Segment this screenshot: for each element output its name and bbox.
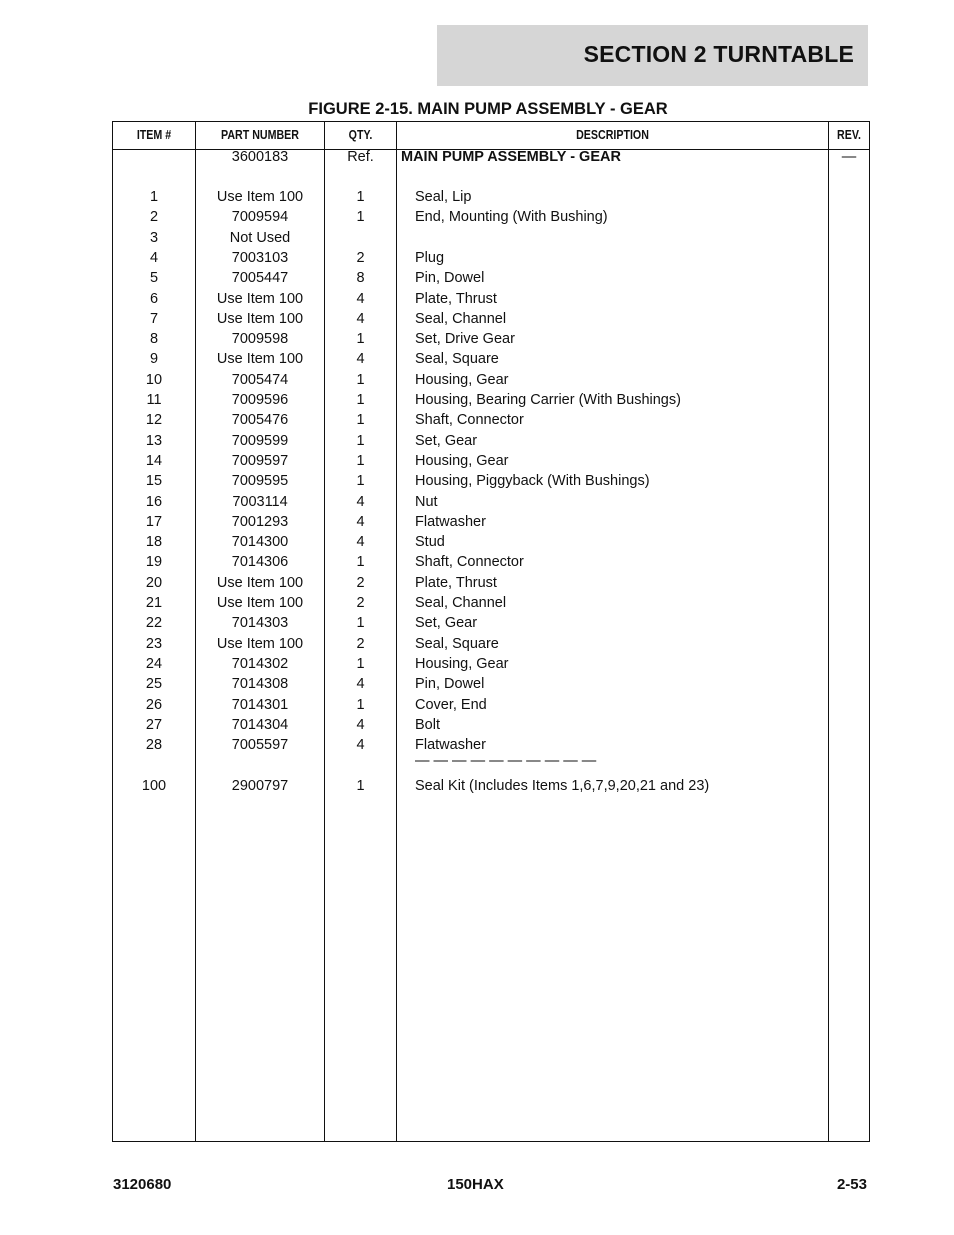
description-cell: Flatwasher <box>415 513 486 530</box>
item-number-cell: 12 <box>145 412 163 429</box>
item-number-cell: 19 <box>145 554 163 571</box>
part-number-cell: 7014303 <box>231 615 289 632</box>
item-number-cell: 5 <box>149 270 159 287</box>
table-row <box>113 534 869 554</box>
section-header <box>437 25 868 86</box>
item-number-cell: 6 <box>149 290 159 307</box>
qty-cell: 1 <box>356 615 365 632</box>
item-number-cell: 1 <box>149 189 159 205</box>
item-number-cell: 14 <box>145 452 163 469</box>
qty-cell: 2 <box>356 595 365 611</box>
description-cell: Set, Drive Gear <box>415 331 515 348</box>
part-number-cell: 7005476 <box>231 412 289 429</box>
description-cell: Seal, Square <box>415 351 499 368</box>
qty-cell: 1 <box>356 392 365 408</box>
part-number-cell: Use Item 100 <box>216 574 304 591</box>
item-number-cell: 4 <box>149 249 159 266</box>
table-row <box>113 270 869 290</box>
item-number-cell: 7 <box>149 310 159 327</box>
item-number-cell: 13 <box>145 432 163 449</box>
description-cell: Set, Gear <box>415 615 478 632</box>
item-number-cell: 10 <box>145 371 163 388</box>
qty-cell: 4 <box>356 737 365 754</box>
qty-cell: Ref. <box>347 149 374 165</box>
item-number-cell: 16 <box>145 493 163 510</box>
qty-cell: 1 <box>356 554 365 571</box>
description-cell: Bolt <box>415 716 440 733</box>
qty-cell: 4 <box>356 351 365 368</box>
qty-cell: 1 <box>356 432 365 449</box>
table-row <box>113 331 869 351</box>
qty-cell: 8 <box>356 270 365 287</box>
description-cell: Housing, Piggyback (With Bushings) <box>415 473 650 490</box>
table-row <box>113 575 869 595</box>
item-number-cell: 28 <box>145 737 163 754</box>
qty-cell: 1 <box>356 209 365 226</box>
table-row <box>113 311 869 331</box>
separator-row <box>113 753 869 773</box>
figure-title: FIGURE 2-15. MAIN PUMP ASSEMBLY - GEAR <box>308 100 668 118</box>
qty-cell: 4 <box>356 493 365 510</box>
description-cell: Pin, Dowel <box>415 270 485 287</box>
qty-cell: 4 <box>356 513 365 530</box>
table-row <box>113 372 869 392</box>
table-row <box>113 230 869 250</box>
qty-cell: 1 <box>356 371 365 388</box>
qty-cell: 1 <box>356 696 365 713</box>
part-number-cell: 7009595 <box>231 473 289 490</box>
item-number-cell: 3 <box>149 229 159 246</box>
description-cell: Nut <box>415 493 438 510</box>
part-number-cell: 7014301 <box>231 696 289 713</box>
table-row <box>113 615 869 635</box>
part-number-cell: 7014308 <box>231 676 289 693</box>
item-number-cell: 9 <box>149 351 159 368</box>
part-number-cell: 7014300 <box>231 534 289 551</box>
description-cell: Housing, Bearing Carrier (With Bushings) <box>415 392 681 408</box>
table-row <box>113 412 869 432</box>
description-cell: MAIN PUMP ASSEMBLY - GEAR <box>401 149 621 165</box>
table-row <box>113 392 869 412</box>
part-number-cell: 7001293 <box>231 513 289 530</box>
description-cell: Plate, Thrust <box>415 290 497 307</box>
qty-cell: 4 <box>356 534 365 551</box>
item-number-cell: 20 <box>145 574 163 591</box>
table-row <box>113 209 869 229</box>
part-number-cell: 3600183 <box>231 149 289 165</box>
part-number-cell: 7005597 <box>231 737 289 754</box>
table-row <box>113 717 869 737</box>
part-number-cell: Not Used <box>229 229 291 246</box>
item-number-cell: 27 <box>145 716 163 733</box>
column-header-part-number: PART NUMBER <box>221 127 299 142</box>
table-row <box>113 494 869 514</box>
part-number-cell: 7009597 <box>231 452 289 469</box>
part-number-cell: 2900797 <box>231 777 289 794</box>
item-number-cell: 100 <box>141 777 167 794</box>
description-cell: Plug <box>415 249 445 266</box>
table-row <box>113 473 869 493</box>
column-header-description: DESCRIPTION <box>576 127 649 142</box>
column-header-item: ITEM # <box>136 127 172 142</box>
table-row <box>113 453 869 473</box>
description-cell: End, Mounting (With Bushing) <box>415 209 608 226</box>
item-number-cell: 18 <box>145 534 163 551</box>
qty-cell: 1 <box>356 473 365 490</box>
separator-dashes: — — — — — — — — — — <box>415 753 597 770</box>
table-row <box>113 676 869 696</box>
table-row <box>113 250 869 270</box>
part-number-cell: Use Item 100 <box>216 595 304 611</box>
section-title: SECTION 2 TURNTABLE <box>583 41 854 67</box>
footer-model: 150HAX <box>447 1176 504 1193</box>
table-row <box>113 656 869 676</box>
description-cell: Flatwasher <box>415 737 486 754</box>
qty-cell: 4 <box>356 716 365 733</box>
footer-doc-number: 3120680 <box>113 1176 172 1193</box>
assembly-row <box>113 149 869 169</box>
description-cell: Seal, Channel <box>415 310 507 327</box>
part-number-cell: 7009599 <box>231 432 289 449</box>
table-row <box>113 291 869 311</box>
part-number-cell: 7009594 <box>231 209 289 226</box>
description-cell: Housing, Gear <box>415 371 509 388</box>
qty-cell: 2 <box>356 574 365 591</box>
part-number-cell: 7014302 <box>231 655 289 672</box>
qty-cell: 1 <box>356 655 365 672</box>
qty-cell: 1 <box>356 189 365 205</box>
qty-cell: 4 <box>356 676 365 693</box>
part-number-cell: Use Item 100 <box>216 189 304 205</box>
item-number-cell: 17 <box>145 513 163 530</box>
part-number-cell: 7005447 <box>231 270 289 287</box>
item-number-cell: 21 <box>145 595 163 611</box>
item-number-cell: 2 <box>149 209 159 226</box>
part-number-cell: 7014304 <box>231 716 289 733</box>
description-cell: Seal, Square <box>415 635 499 652</box>
part-number-cell: Use Item 100 <box>216 290 304 307</box>
parts-table <box>112 121 870 1142</box>
table-row <box>113 636 869 656</box>
table-row <box>113 189 869 209</box>
table-row <box>113 351 869 371</box>
part-number-cell: 7014306 <box>231 554 289 571</box>
rev-cell: — <box>841 149 857 165</box>
table-row <box>113 595 869 615</box>
item-number-cell: 11 <box>146 392 162 408</box>
item-number-cell: 22 <box>145 615 163 632</box>
qty-cell: 1 <box>356 452 365 469</box>
column-header-qty: QTY. <box>348 127 373 142</box>
table-row <box>113 514 869 534</box>
description-cell: Pin, Dowel <box>415 676 485 693</box>
item-number-cell: 26 <box>145 696 163 713</box>
qty-cell: 4 <box>356 310 365 327</box>
part-number-cell: 7009596 <box>231 392 289 408</box>
item-number-cell: 25 <box>145 676 163 693</box>
qty-cell: 1 <box>356 412 365 429</box>
part-number-cell: Use Item 100 <box>216 310 304 327</box>
part-number-cell: Use Item 100 <box>216 635 304 652</box>
description-cell: Housing, Gear <box>415 655 509 672</box>
part-number-cell: 7009598 <box>231 331 289 348</box>
description-cell: Seal, Channel <box>415 595 507 611</box>
item-number-cell: 8 <box>149 331 159 348</box>
qty-cell: 1 <box>356 331 365 348</box>
column-header-rev: REV. <box>837 127 861 142</box>
description-cell: Set, Gear <box>415 432 478 449</box>
item-number-cell: 24 <box>145 655 163 672</box>
qty-cell: 2 <box>356 635 365 652</box>
description-cell: Cover, End <box>415 696 487 713</box>
part-number-cell: 7005474 <box>231 371 289 388</box>
part-number-cell: 7003103 <box>231 249 289 266</box>
table-row <box>113 778 869 798</box>
table-row <box>113 433 869 453</box>
description-cell: Housing, Gear <box>415 452 509 469</box>
qty-cell: 1 <box>356 777 365 794</box>
qty-cell: 4 <box>356 290 365 307</box>
item-number-cell: 15 <box>145 473 163 490</box>
table-row <box>113 697 869 717</box>
part-number-cell: 7003114 <box>232 493 288 510</box>
description-cell: Plate, Thrust <box>415 574 497 591</box>
description-cell: Shaft, Connector <box>415 412 524 429</box>
qty-cell: 2 <box>356 249 365 266</box>
item-number-cell: 23 <box>145 635 163 652</box>
footer-page-number: 2-53 <box>836 1176 867 1193</box>
description-cell: Shaft, Connector <box>415 554 524 571</box>
part-number-cell: Use Item 100 <box>216 351 304 368</box>
description-cell: Stud <box>415 534 445 551</box>
description-cell: Seal Kit (Includes Items 1,6,7,9,20,21 and 23) <box>415 777 710 794</box>
description-cell: Seal, Lip <box>415 189 472 205</box>
table-row <box>113 554 869 574</box>
